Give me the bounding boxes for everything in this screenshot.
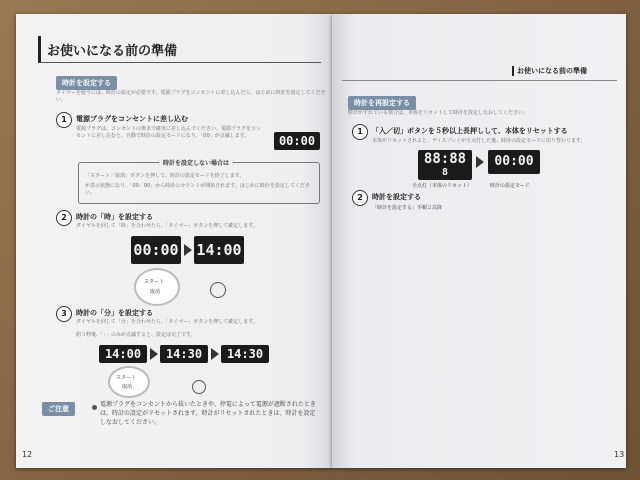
page-title xyxy=(38,36,321,63)
lcd-display-all-on xyxy=(418,150,472,180)
right-page xyxy=(332,14,626,468)
note-box xyxy=(78,162,320,204)
finger-press-icon xyxy=(210,282,226,298)
left-page xyxy=(16,14,332,468)
step-3-title: 時計の「分」を設定する xyxy=(76,309,153,317)
lcd-digit-sub: 8 xyxy=(441,167,449,178)
arrow-right-icon xyxy=(184,244,192,256)
note-title: 時計を設定しない場合は xyxy=(159,158,233,167)
step-2-number: 2 xyxy=(56,210,72,226)
lcd-display: 14:30 xyxy=(221,345,269,363)
running-header: お使いになる前の準備 xyxy=(512,66,587,76)
page-number: 13 xyxy=(614,450,625,459)
knob-label-start: スタート xyxy=(116,375,137,381)
lcd-display: 00:00 xyxy=(488,150,540,174)
arrow-right-icon xyxy=(476,156,484,168)
knob-label-cancel: 取消 xyxy=(122,384,133,390)
arrow-right-icon xyxy=(150,348,158,360)
caption-all-on: 全点灯（本体のリセット） xyxy=(412,183,472,189)
step-1-desc: 電源プラグは、コンセントの奥まで確実に差し込んでください。電源プラグをコンセントに差し込むと、自動で時計の設定モードになり、「00」が点滅します。 xyxy=(76,126,262,139)
caution-label: ご注意 xyxy=(42,402,75,416)
lcd-display: 14:00 xyxy=(99,345,147,363)
step-1-title: 電源プラグをコンセントに差し込む xyxy=(76,115,188,123)
header-rule xyxy=(342,80,617,81)
lcd-display: 14:00 xyxy=(194,236,244,264)
step-2-reference: 「時計を設定する」手順２以降 xyxy=(372,205,443,211)
intro-text: タイマーを使うには、時計の設定が必要です。電源プラグをコンセントに差し込んだら、はじめに時計を設定してください。 xyxy=(56,90,326,103)
lcd-display: 00:00 xyxy=(274,132,320,150)
step-1-number: 1 xyxy=(352,124,368,140)
step-2-desc: ダイヤルを回して「時」を合わせたら、「タイマー」ボタンを押して確定します。 xyxy=(76,223,258,229)
page-number: 12 xyxy=(22,450,33,459)
caption-clock-mode: 時計の設定モード xyxy=(490,183,530,189)
bullet-icon xyxy=(92,405,97,410)
step-2-title: 時計の「時」を設定する xyxy=(76,213,153,221)
page-title-text: お使いになる前の準備 xyxy=(47,44,178,59)
lcd-display: 00:00 xyxy=(131,236,181,264)
lcd-display: 14:30 xyxy=(160,345,208,363)
step-3-desc-2: 約３秒後、「：」のみが点滅すると、設定は完了です。 xyxy=(76,332,196,338)
step-1-number: 1 xyxy=(56,112,72,128)
arrow-right-icon xyxy=(211,348,219,360)
step-1-title: 「入／切」ボタンを５秒以上長押しして、本体をリセットする xyxy=(372,127,568,135)
step-2-title: 時計を設定する xyxy=(372,193,421,201)
dial-knob-icon xyxy=(134,268,180,306)
dial-knob-icon xyxy=(108,366,150,398)
caution-text: 電源プラグをコンセントから抜いたときや、停電によって電源が遮断されたときは、時計の設定がリセットされます。時計がリセットされたときは、時計を設定しなおしてください。 xyxy=(100,401,316,426)
step-1-desc: 本体がリセットされると、ディスプレイが全点灯した後、時計の設定モードに切り替わります。 xyxy=(372,138,586,144)
step-2-number: 2 xyxy=(352,190,368,206)
step-3-desc: ダイヤルを回して「分」を合わせたら、「タイマー」ボタンを押して確定します。 xyxy=(76,319,258,325)
note-line-2: が表示状態になり、「00：00」から時計のカウントが開始されます。はじめに時計を設定してください。 xyxy=(85,183,310,196)
section-label-reset-clock: 時計を再設定する xyxy=(348,96,416,110)
lcd-digits: 88:88 xyxy=(423,151,467,167)
intro-text: 時計がずれている場合は、本体をリセットして時計を設定しなおしてください。 xyxy=(348,110,528,116)
section-label-set-clock: 時計を設定する xyxy=(56,76,117,90)
knob-label-start: スタート xyxy=(144,279,165,285)
note-line-1: 「スタート／取消」ボタンを押して、時計の設定モードを終了します。 xyxy=(85,173,245,179)
knob-label-cancel: 取消 xyxy=(150,289,161,295)
step-3-number: 3 xyxy=(56,306,72,322)
finger-press-icon xyxy=(192,380,206,394)
